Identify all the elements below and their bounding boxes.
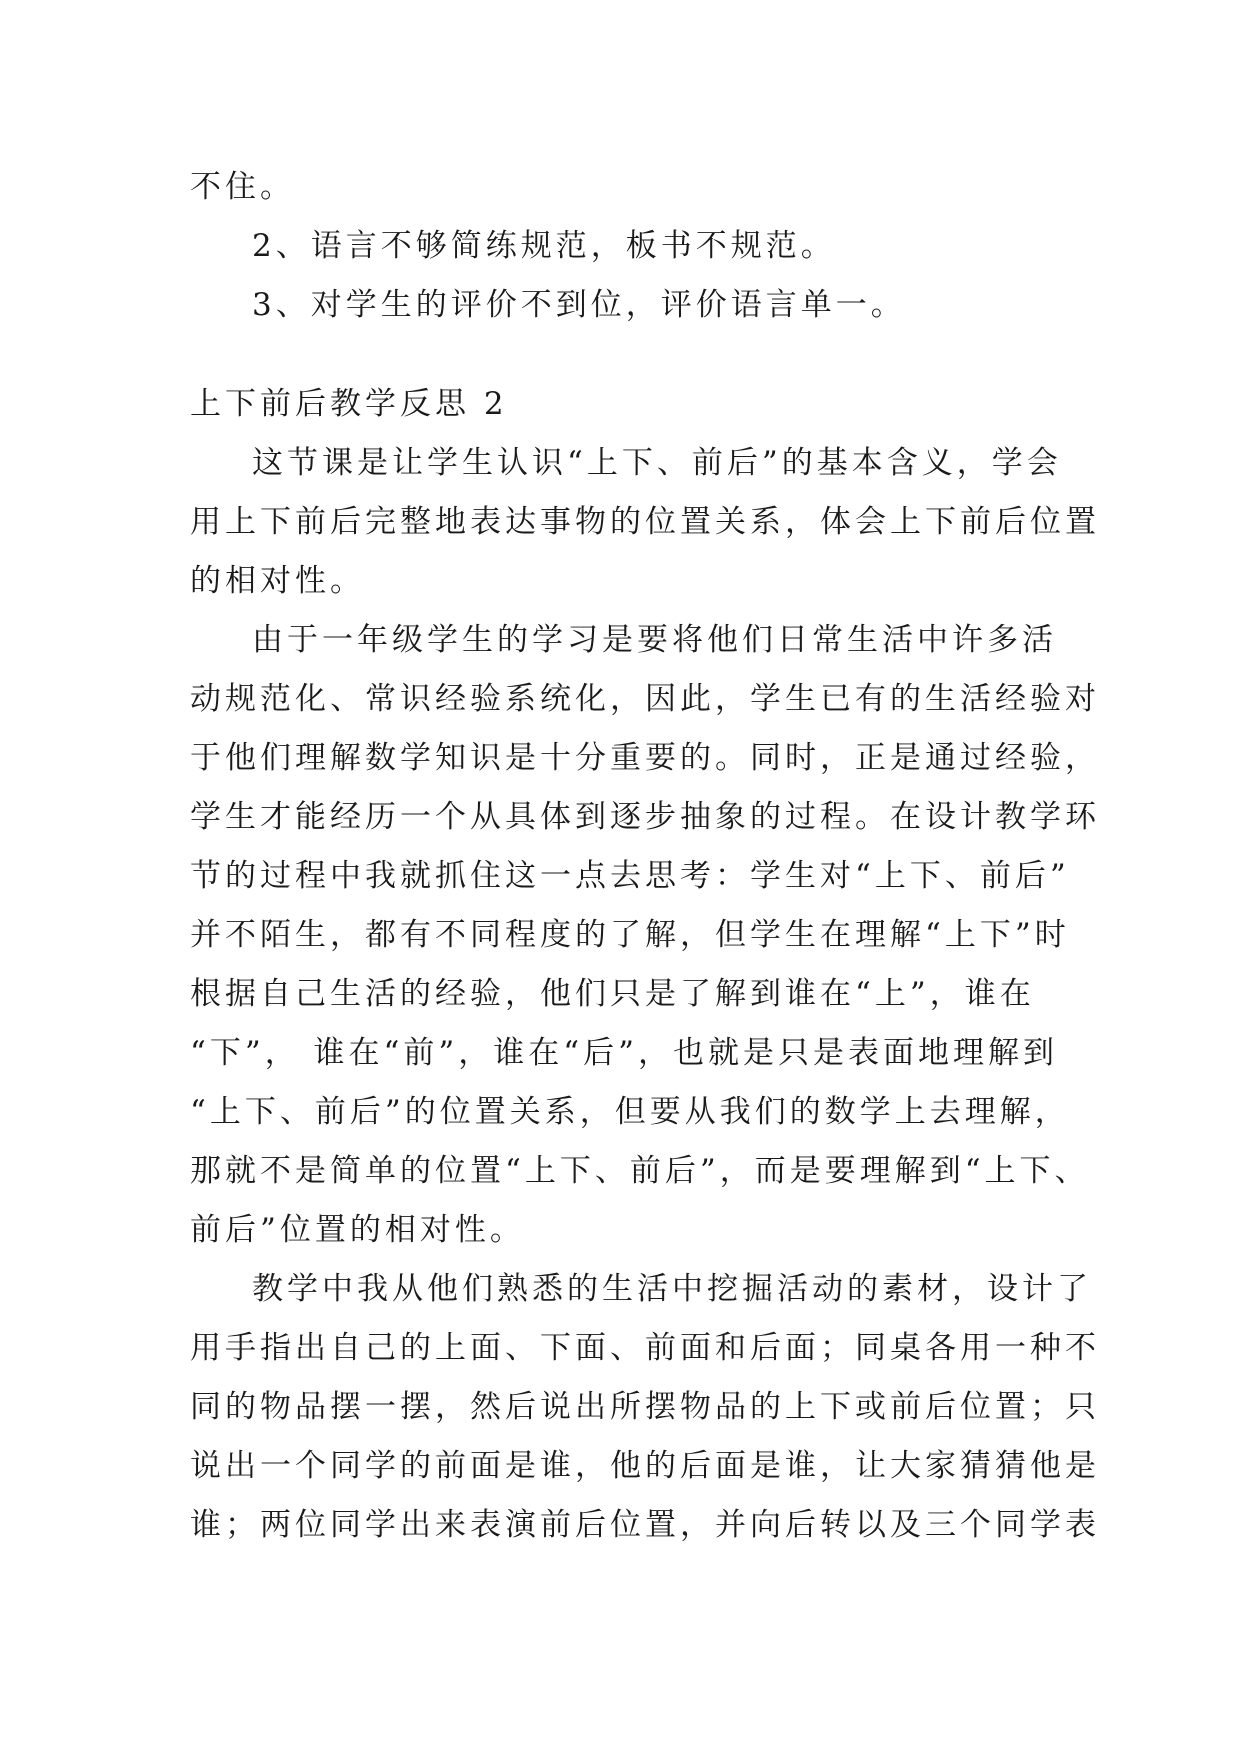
- list-item-3: 3、对学生的评价不到位，评价语言单一。: [252, 287, 906, 323]
- paragraph-line: 用上下前后完整地表达事物的位置关系，体会上下前后位置: [190, 504, 1100, 540]
- paragraph-line: 教学中我从他们熟悉的生活中挖掘活动的素材，设计了: [252, 1271, 1092, 1307]
- paragraph-line: 这节课是让学生认识“上下、前后”的基本含义，学会: [252, 445, 1062, 481]
- paragraph-3: [190, 1260, 1100, 1555]
- paragraph-line: 节的过程中我就抓住这一点去思考：学生对“上下、前后”: [190, 858, 1070, 894]
- paragraph-line: 谁；两位同学出来表演前后位置，并向后转以及三个同学表: [190, 1507, 1100, 1543]
- paragraph-1: [190, 434, 1100, 611]
- paragraph-line: 的相对性。: [190, 563, 365, 599]
- paragraph-line: 由于一年级学生的学习是要将他们日常生活中许多活: [252, 622, 1057, 658]
- paragraph-line: 同的物品摆一摆，然后说出所摆物品的上下或前后位置；只: [190, 1389, 1100, 1425]
- paragraph-line: 学生才能经历一个从具体到逐步抽象的过程。在设计教学环: [190, 799, 1100, 835]
- paragraph-line: 前后”位置的相对性。: [190, 1212, 525, 1248]
- paragraph-line: 并不陌生，都有不同程度的了解，但学生在理解“上下”时: [190, 917, 1070, 953]
- paragraph-line: 用手指出自己的上面、下面、前面和后面；同桌各用一种不: [190, 1330, 1100, 1366]
- paragraph-line: 那就不是简单的位置“上下、前后”，而是要理解到“上下、: [190, 1153, 1090, 1189]
- paragraph-line: “上下、前后”的位置关系，但要从我们的数学上去理解，: [190, 1094, 1070, 1130]
- paragraph-2: [190, 611, 1100, 1260]
- section-title: 上下前后教学反思 2: [190, 386, 508, 422]
- section1-tail-line: 不住。: [190, 169, 295, 205]
- paragraph-line: “下”， 谁在“前”，谁在“后”，也就是只是表面地理解到: [190, 1035, 1058, 1071]
- list-item-2: 2、语言不够简练规范，板书不规范。: [252, 228, 836, 264]
- paragraph-line: 说出一个同学的前面是谁，他的后面是谁，让大家猜猜他是: [190, 1448, 1100, 1484]
- paragraph-line: 动规范化、常识经验系统化，因此，学生已有的生活经验对: [190, 681, 1100, 717]
- paragraph-line: 根据自己生活的经验，他们只是了解到谁在“上”，谁在: [190, 976, 1035, 1012]
- document-body: [190, 158, 1100, 1555]
- paragraph-line: 于他们理解数学知识是十分重要的。同时，正是通过经验，: [190, 740, 1100, 776]
